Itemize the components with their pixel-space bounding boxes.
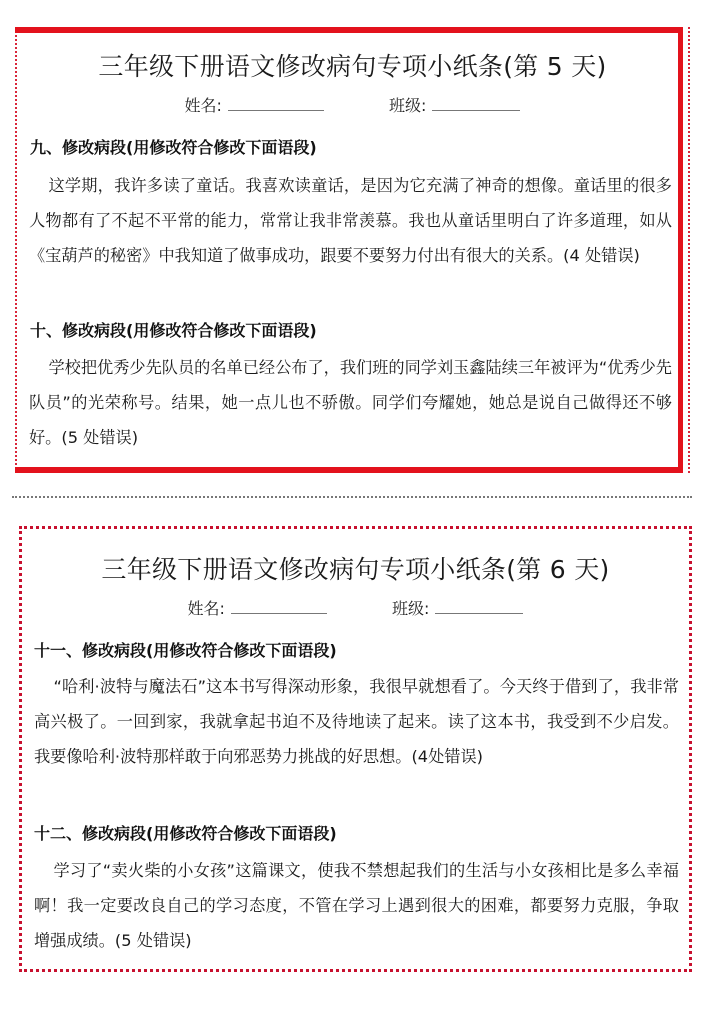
section-heading-11: 十一、修改病段(用修改符合修改下面语段) bbox=[34, 641, 337, 660]
class-label: 班级: bbox=[392, 599, 430, 618]
class-blank-line[interactable] bbox=[435, 599, 523, 614]
section-body-10: 学校把优秀少先队员的名单已经公布了，我们班的同学刘玉鑫陆续三年被评为“优秀少先队员”的光荣称号。结果，她一点儿也不骄傲。同学们夸耀她，她总是说自己做得还不够好。(5 处错误) bbox=[29, 358, 672, 447]
section-body-12: 学习了“卖火柴的小女孩”这篇课文，使我不禁想起我们的生活与小女孩相比是多么幸福啊！我一定要改良自己的学习态度，不管在学习上遇到很大的困难，都要努力克服，争取增强成绩。(5 处错误) bbox=[34, 861, 679, 950]
worksheet-card-day-6 bbox=[19, 526, 692, 972]
name-label: 姓名: bbox=[187, 599, 225, 618]
name-field bbox=[185, 93, 324, 116]
class-field bbox=[392, 596, 523, 619]
section-heading-12: 十二、修改病段(用修改符合修改下面语段) bbox=[34, 824, 337, 843]
frame-solid-top bbox=[15, 27, 682, 33]
name-blank-line[interactable] bbox=[228, 96, 324, 111]
name-blank-line[interactable] bbox=[231, 599, 327, 614]
name-label: 姓名: bbox=[184, 96, 222, 115]
class-label: 班级: bbox=[389, 96, 427, 115]
name-field bbox=[188, 596, 327, 619]
section-body-9: 这学期，我许多读了童话。我喜欢读童话，是因为它充满了神奇的想像。童话里的很多人物都有了不起不平常的能力，常常让我非常羡慕。我也从童话里明白了许多道理，如从《宝葫芦的秘密》中我知道了做事成功，跟要不要努力付出有很大的关系。(4 处错误) bbox=[29, 176, 672, 265]
worksheet-card-day-5 bbox=[15, 27, 690, 473]
class-blank-line[interactable] bbox=[432, 96, 520, 111]
cut-line-separator bbox=[12, 496, 692, 498]
card-title: 三年级下册语文修改病句专项小纸条(第 5 天) bbox=[98, 52, 607, 81]
section-heading-10: 十、修改病段(用修改符合修改下面语段) bbox=[30, 321, 317, 340]
student-info-fields bbox=[17, 93, 688, 116]
frame-solid-bottom bbox=[15, 467, 682, 473]
card-title: 三年级下册语文修改病句专项小纸条(第 6 天) bbox=[101, 555, 610, 584]
section-heading-9: 九、修改病段(用修改符合修改下面语段) bbox=[30, 138, 317, 157]
class-field bbox=[389, 93, 520, 116]
student-info-fields bbox=[22, 596, 689, 619]
section-body-11: “哈利·波特与魔法石”这本书写得深动形象，我很早就想看了。今天终于借到了，我非常高兴极了。一回到家，我就拿起书迫不及待地读了起来。读了这本书，我受到不少启发。我要像哈利·波特那样敢于向邪恶势力挑战的好思想。(4处错误) bbox=[34, 677, 679, 766]
